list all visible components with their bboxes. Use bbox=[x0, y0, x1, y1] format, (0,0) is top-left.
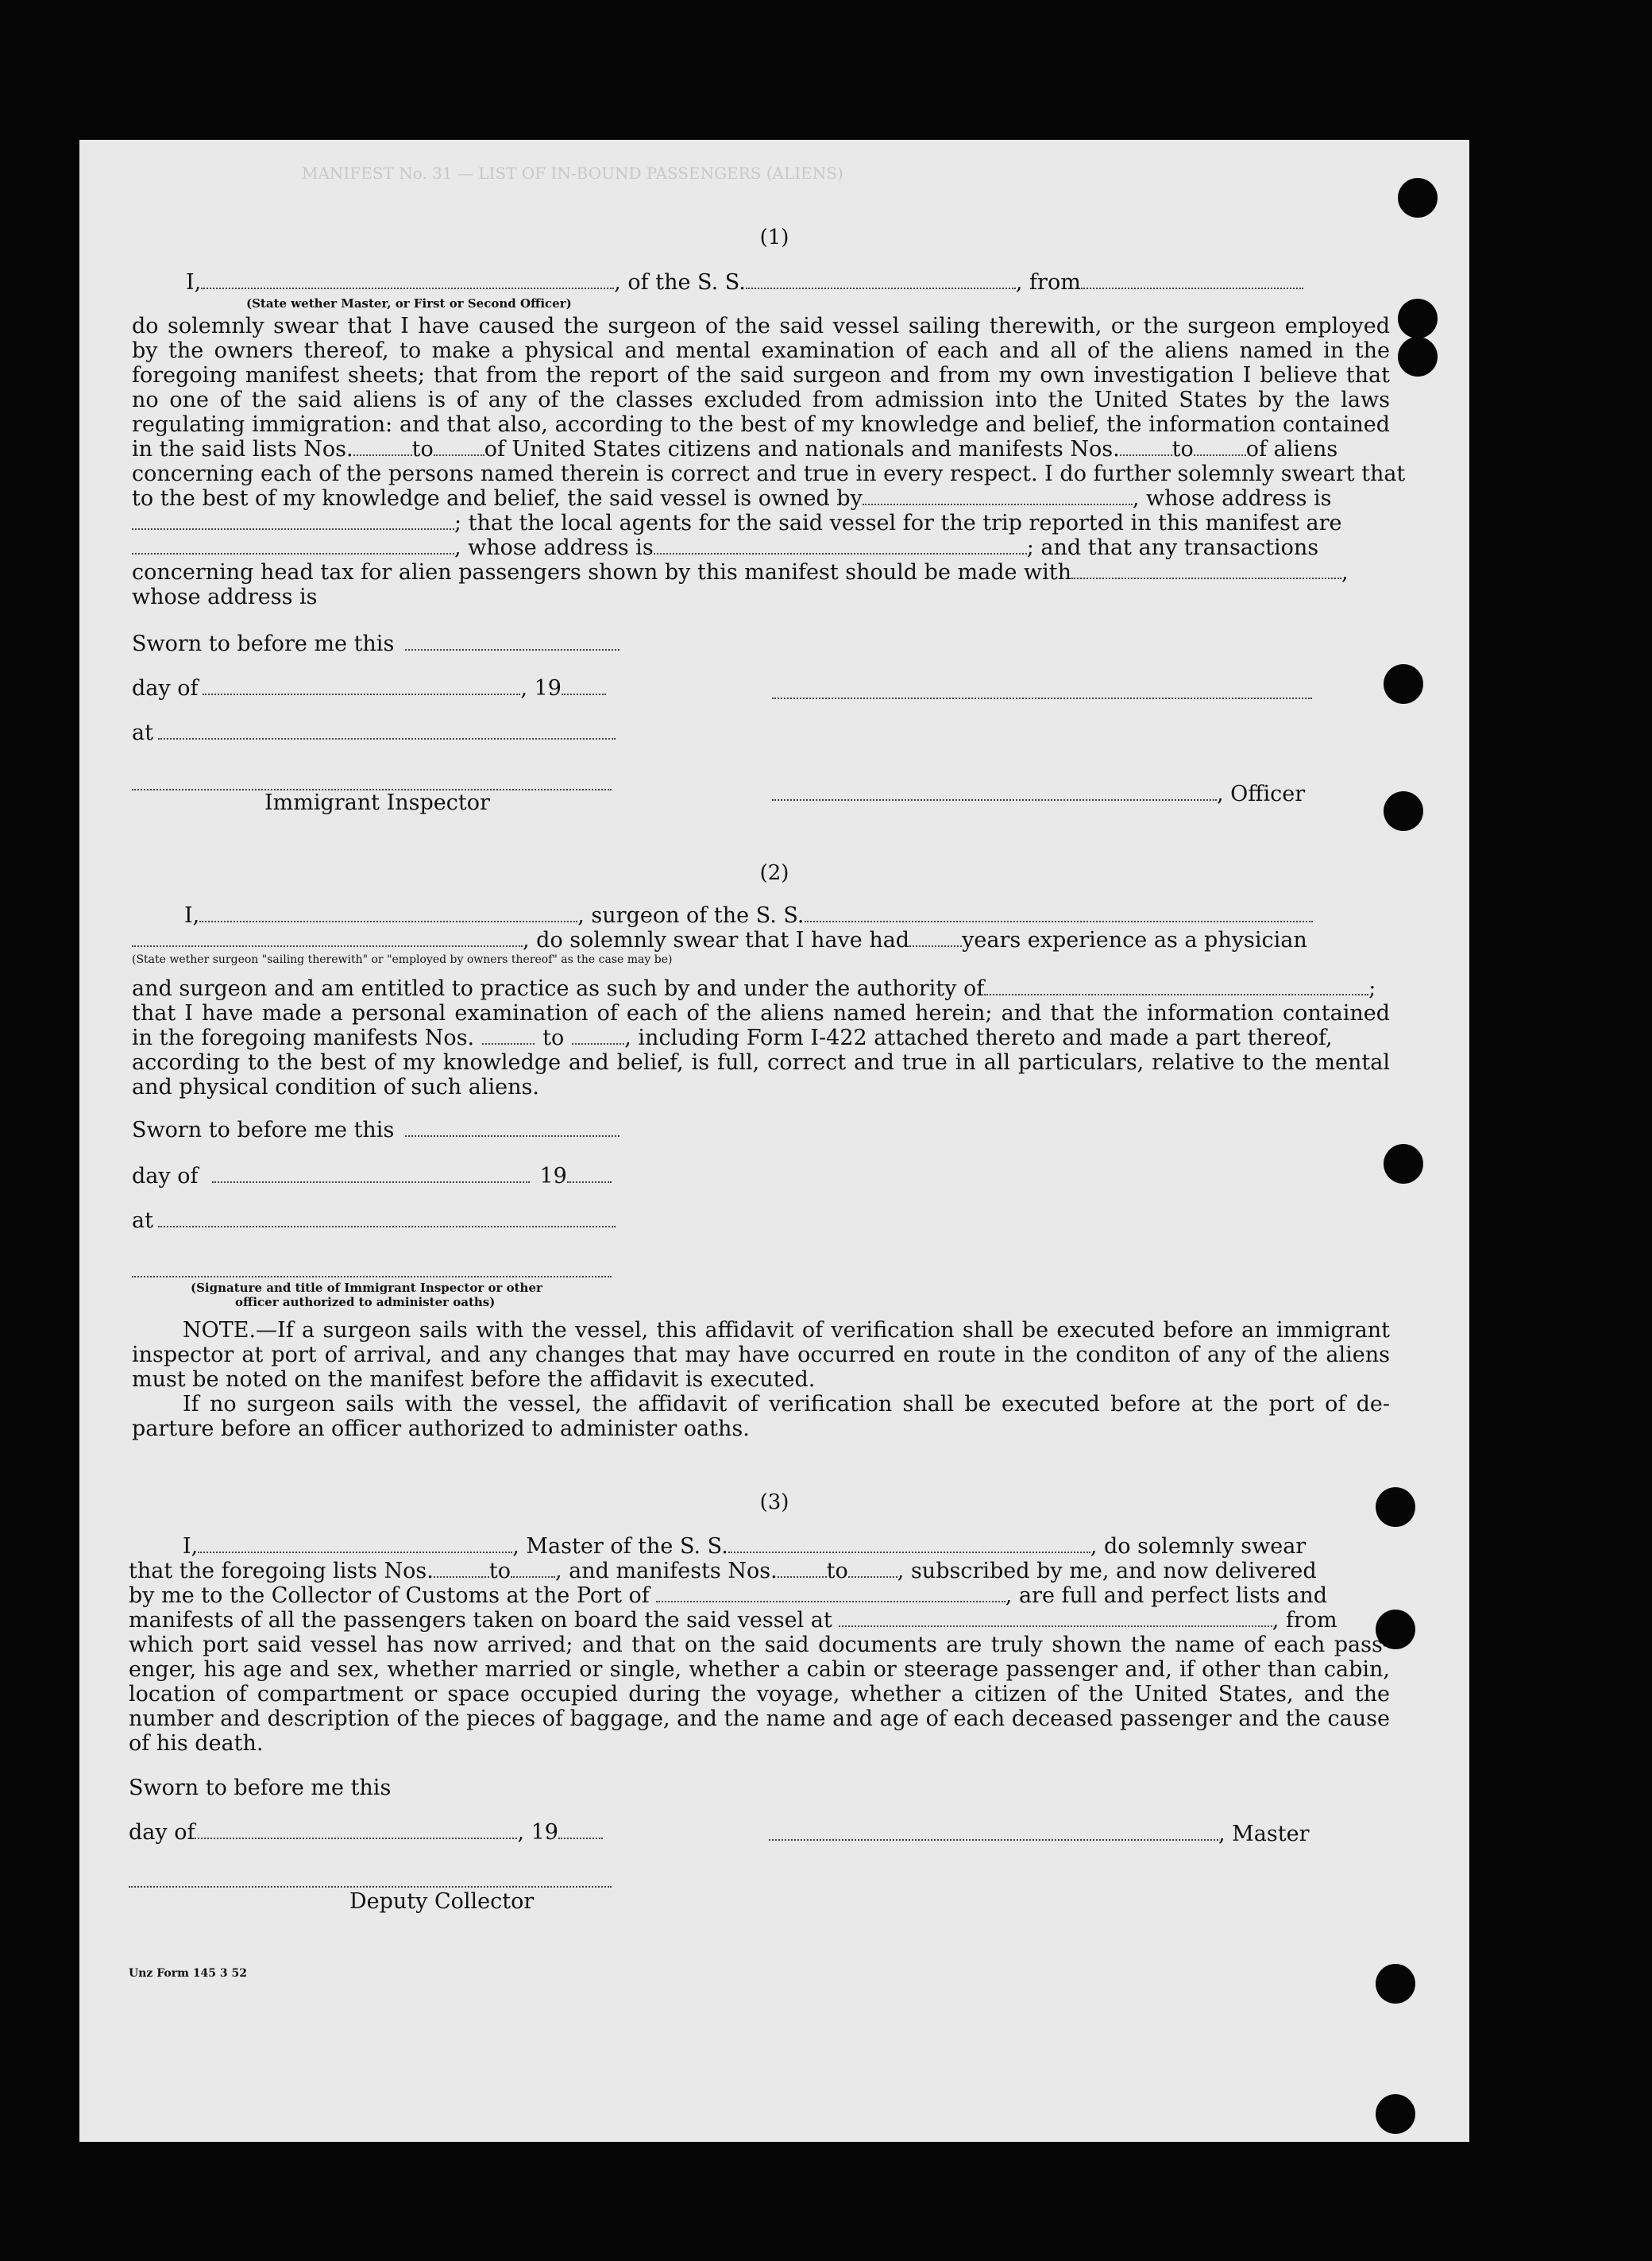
section-2-number: (2) bbox=[759, 861, 789, 885]
blank-agents[interactable] bbox=[132, 537, 454, 555]
blank-surgeon-status[interactable] bbox=[132, 930, 523, 947]
text: years experience as a physician bbox=[962, 928, 1307, 953]
s1-caption: (State wether Master, or First or Second Officer) bbox=[246, 296, 572, 311]
s1-para-line: regulating immigration: and that also, according to the best of my knowledge and belief, the information contained bbox=[132, 412, 1390, 437]
s1-para-line-owner bbox=[132, 487, 1332, 511]
blank-agent-address[interactable] bbox=[654, 537, 1027, 555]
blank-manifest-to[interactable] bbox=[572, 1027, 624, 1045]
s3-line-1 bbox=[183, 1535, 1306, 1559]
text: I, bbox=[183, 1534, 199, 1559]
s1-day bbox=[132, 677, 606, 701]
blank-from-port[interactable] bbox=[1081, 272, 1303, 289]
text: I, bbox=[184, 903, 200, 928]
text: , do solemnly swear bbox=[1090, 1534, 1307, 1559]
blank-day[interactable] bbox=[203, 678, 520, 695]
s3-para-port bbox=[129, 1584, 1327, 1608]
text: , whose address is bbox=[1132, 486, 1332, 511]
blank-authority[interactable] bbox=[984, 978, 1368, 995]
blank-headtax-party[interactable] bbox=[1071, 562, 1341, 579]
s2-para-manifests bbox=[132, 1026, 1333, 1050]
s2-line-1 bbox=[184, 904, 1313, 928]
s2-sig-caption-1: (Signature and title of Immigrant Inspector or other bbox=[191, 1281, 542, 1295]
blank-vessel-name[interactable] bbox=[728, 1536, 1090, 1553]
text: , 19 bbox=[520, 676, 562, 701]
blank-boarding-port[interactable] bbox=[839, 1610, 1272, 1627]
blank-list-to[interactable] bbox=[434, 439, 484, 456]
text: , from bbox=[1272, 1608, 1337, 1633]
s1-para-line-headtax bbox=[132, 561, 1349, 585]
text: and surgeon and am entitled to practice as such by and under the authority of bbox=[132, 976, 985, 1001]
s1-para-line: foregoing manifest sheets; that from the report of the said surgeon and from my own investigation I believe that bbox=[132, 363, 1390, 388]
form-number-footer: Unz Form 145 3 52 bbox=[129, 1967, 247, 1980]
text: , including Form I-422 attached thereto and made a part thereof, bbox=[624, 1026, 1333, 1050]
blank-master-signature[interactable] bbox=[769, 1823, 1218, 1841]
text: to bbox=[411, 437, 434, 462]
text: at bbox=[132, 1208, 153, 1233]
s2-note-line: parture before an officer authorized to administer oaths. bbox=[132, 1417, 750, 1441]
s1-para-line: do solemnly swear that I have caused the surgeon of the said vessel sailing therewith, or the surgeon employed bbox=[132, 314, 1390, 338]
blank-owner[interactable] bbox=[863, 488, 1133, 505]
s1-line-1 bbox=[186, 271, 1303, 295]
punch-hole bbox=[1384, 664, 1423, 704]
text: , subscribed by me, and now delivered bbox=[897, 1559, 1317, 1583]
blank-officer-name[interactable] bbox=[201, 272, 614, 289]
text: to bbox=[1171, 437, 1194, 462]
blank-day[interactable] bbox=[212, 1165, 530, 1183]
blank-at[interactable] bbox=[158, 722, 616, 740]
s3-deputy-collector: Deputy Collector bbox=[349, 1889, 535, 1914]
blank-owner-address[interactable] bbox=[132, 512, 454, 530]
s2-sworn bbox=[132, 1119, 620, 1142]
punch-hole bbox=[1398, 178, 1438, 218]
text: concerning head tax for alien passengers shown by this manifest should be made with bbox=[132, 560, 1072, 585]
s2-para-authority bbox=[132, 977, 1376, 1001]
s3-para-boarded bbox=[129, 1609, 1337, 1633]
s3-collector-signature-line[interactable] bbox=[129, 1884, 612, 1888]
text: in the foregoing manifests Nos. bbox=[132, 1026, 475, 1050]
text: , Officer bbox=[1217, 782, 1306, 806]
blank-day[interactable] bbox=[195, 1822, 517, 1839]
punch-hole bbox=[1376, 1964, 1415, 2004]
s1-para-line: by the owners thereof, to make a physical and mental examination of each and all of the aliens named in the bbox=[132, 338, 1390, 363]
s2-para-line: according to the best of my knowledge and belief, is full, correct and true in all particulars, relative to the mental bbox=[132, 1050, 1390, 1075]
s3-sworn: Sworn to before me this bbox=[129, 1776, 392, 1800]
text: day of bbox=[132, 1164, 199, 1188]
punch-hole bbox=[1376, 2094, 1415, 2134]
text: , 19 bbox=[517, 1820, 558, 1845]
text: manifests of all the passengers taken on board the said vessel at bbox=[129, 1608, 832, 1633]
text: to bbox=[488, 1559, 511, 1583]
s2-note-line: NOTE.—If a surgeon sails with the vessel, this affidavit of verification shall be executed before an immigrant bbox=[183, 1318, 1390, 1343]
s2-signature-line[interactable] bbox=[132, 1274, 612, 1277]
text: ; and that any transactions bbox=[1026, 535, 1319, 560]
text: , are full and perfect lists and bbox=[1005, 1583, 1327, 1608]
text: to bbox=[542, 1026, 565, 1050]
text: Sworn to before me this bbox=[132, 632, 395, 656]
s2-line-2 bbox=[132, 929, 1307, 953]
text: 19 bbox=[539, 1164, 567, 1188]
blank-vessel-name[interactable] bbox=[746, 272, 1016, 289]
form-page bbox=[79, 140, 1469, 2142]
punch-hole bbox=[1398, 337, 1438, 377]
blank-port[interactable] bbox=[656, 1585, 1005, 1602]
text: , Master of the S. S. bbox=[512, 1534, 728, 1559]
text: I, bbox=[186, 270, 202, 295]
text: , of the S. S. bbox=[614, 270, 746, 295]
s3-master bbox=[769, 1822, 1310, 1846]
text: ; bbox=[1368, 976, 1376, 1001]
blank-list-to[interactable] bbox=[511, 1560, 555, 1578]
blank-manifest-from[interactable] bbox=[482, 1027, 535, 1045]
s1-para-line-lists bbox=[132, 438, 1337, 462]
punch-hole bbox=[1384, 1144, 1423, 1184]
text: , surgeon of the S. S. bbox=[577, 903, 805, 928]
blank-list-from[interactable] bbox=[353, 439, 412, 456]
blank-manifest-to[interactable] bbox=[848, 1560, 897, 1578]
faint-header-bleed: MANIFEST No. 31 — LIST OF IN-BOUND PASSENGERS (ALIENS) bbox=[302, 164, 843, 183]
blank-sworn[interactable] bbox=[405, 633, 620, 651]
punch-hole bbox=[1384, 791, 1423, 831]
s2-caption: (State wether surgeon "sailing therewith" or "employed by owners thereof" as the case may be) bbox=[132, 953, 673, 966]
s1-officer bbox=[772, 783, 1305, 806]
s1-para-line-agents bbox=[132, 512, 1341, 535]
text: , and manifests Nos. bbox=[554, 1559, 778, 1583]
s2-note-line: inspector at port of arrival, and any changes that may have occurred en route in the conditon of any of the aliens bbox=[132, 1343, 1390, 1367]
s2-day bbox=[132, 1165, 612, 1188]
s3-para-line: enger, his age and sex, whether married or single, whether a cabin or steerage passenger and, if other than cabin, bbox=[129, 1657, 1390, 1682]
text: of United States citizens and nationals and manifests Nos. bbox=[484, 437, 1120, 462]
text: of aliens bbox=[1245, 437, 1338, 462]
text: that the foregoing lists Nos. bbox=[129, 1559, 434, 1583]
blank-surgeon-name[interactable] bbox=[199, 905, 577, 922]
s3-day bbox=[129, 1821, 603, 1845]
text: by me to the Collector of Customs at the Port of bbox=[129, 1583, 650, 1608]
section-1-number: (1) bbox=[759, 226, 789, 249]
blank-year[interactable] bbox=[558, 1822, 603, 1839]
text: in the said lists Nos. bbox=[132, 437, 353, 462]
text: day of bbox=[132, 676, 199, 701]
s2-para-line: and physical condition of such aliens. bbox=[132, 1075, 539, 1100]
s1-immigrant-inspector: Immigrant Inspector bbox=[264, 790, 490, 815]
blank-manifest-from[interactable] bbox=[778, 1560, 827, 1578]
section-3-number: (3) bbox=[759, 1490, 789, 1514]
s1-para-line: no one of the said aliens is of any of the classes excluded from admission into the United States by the laws bbox=[132, 388, 1390, 412]
s2-sig-caption-2: officer authorized to administer oaths) bbox=[235, 1295, 496, 1309]
s1-at bbox=[132, 721, 616, 745]
blank-manifest-from[interactable] bbox=[1120, 439, 1172, 456]
blank-sworn[interactable] bbox=[405, 1119, 620, 1137]
blank-at[interactable] bbox=[158, 1210, 616, 1227]
s2-at bbox=[132, 1209, 616, 1233]
punch-hole bbox=[1398, 299, 1438, 338]
blank-years[interactable] bbox=[909, 930, 962, 947]
s1-para-line-agent-address bbox=[132, 536, 1318, 560]
s1-para-line-address: whose address is bbox=[132, 585, 318, 609]
text: to bbox=[826, 1559, 848, 1583]
text: day of bbox=[129, 1820, 195, 1845]
s2-note-line: must be noted on the manifest before the affidavit is executed. bbox=[132, 1367, 816, 1392]
text: to the best of my knowledge and belief, the said vessel is owned by bbox=[132, 486, 863, 511]
blank-vessel-name[interactable] bbox=[805, 905, 1313, 922]
blank-list-from[interactable] bbox=[434, 1560, 489, 1578]
s3-para-line: location of compartment or space occupied during the voyage, whether a citizen of the United States, and the bbox=[129, 1682, 1390, 1706]
s3-para-line: of his death. bbox=[129, 1731, 264, 1756]
blank-officer-signature[interactable] bbox=[772, 783, 1217, 801]
s3-para-line: number and description of the pieces of baggage, and the name and age of each deceased passenger and the cause bbox=[129, 1706, 1390, 1731]
s3-para-line: which port said vessel has now arrived; and that on the said documents are truly shown the name of each pass- bbox=[129, 1633, 1390, 1657]
text: ; that the local agents for the said vessel for the trip reported in this manifest are bbox=[454, 511, 1342, 535]
text: , from bbox=[1015, 270, 1081, 295]
text: Sworn to before me this bbox=[132, 1118, 395, 1142]
s2-note-line: If no surgeon sails with the vessel, the affidavit of verification shall be executed before at the port of de- bbox=[183, 1392, 1390, 1417]
blank-master-name[interactable] bbox=[198, 1536, 512, 1553]
text: , bbox=[1341, 560, 1349, 585]
s2-para-line: that I have made a personal examination of each of the aliens named herein; and that the information contained bbox=[132, 1001, 1390, 1026]
text: at bbox=[132, 721, 153, 745]
text: , do solemnly swear that I have had bbox=[523, 928, 910, 953]
s1-signature-line[interactable] bbox=[772, 696, 1312, 699]
blank-year[interactable] bbox=[567, 1165, 612, 1183]
text: , Master bbox=[1218, 1822, 1310, 1846]
blank-year[interactable] bbox=[562, 678, 606, 695]
text: , whose address is bbox=[454, 535, 654, 560]
s3-para-lists bbox=[129, 1560, 1317, 1583]
s1-para-line: concerning each of the persons named therein is correct and true in every respect. I do further solemnly sweart that bbox=[132, 462, 1406, 486]
blank-manifest-to[interactable] bbox=[1194, 439, 1246, 456]
s1-sworn bbox=[132, 632, 620, 656]
